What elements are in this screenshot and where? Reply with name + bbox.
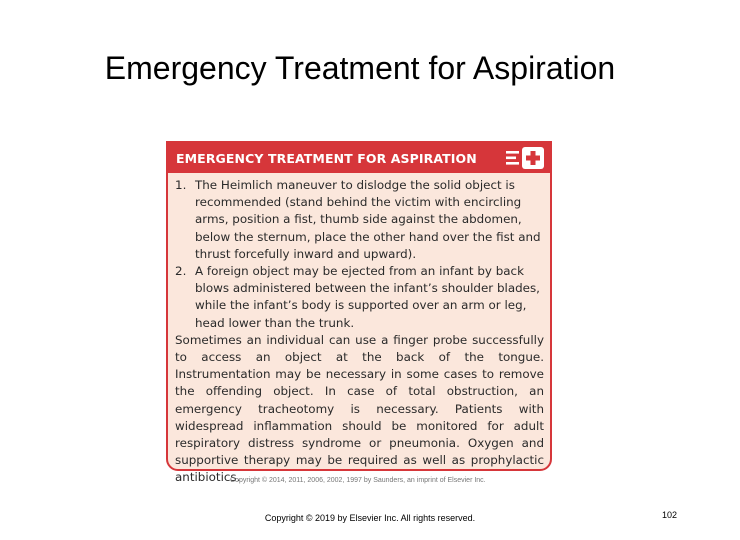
item-text: The Heimlich maneuver to dislodge the solid object is recommended (stand behind the victim with encircling arms, position a fist, thumb side against the abdomen, below the sternum, place the other hand over the fist and thrust forcefully inward and upward). — [195, 178, 541, 261]
list-item — [175, 177, 544, 263]
body-paragraph: Sometimes an individual can use a finger probe successfully to access an object at the back of the tongue. Instrumentation may be necessary in some cases to remove the offending object. In case of total obstruction, an emergency tracheotomy is necessary. Patients with widespread inflammation should be monitored for adult respiratory distress syndrome or pneumonia. Oxygen and supportive therapy may be required as well as prophylactic antibiotics. — [175, 332, 544, 485]
list-item — [175, 263, 544, 332]
box-header — [168, 143, 550, 173]
figure-copyright: Copyright © 2014, 2011, 2006, 2002, 1997 by Saunders, an imprint of Elsevier Inc. — [230, 477, 486, 484]
first-aid-icon — [506, 146, 546, 170]
box-body — [175, 177, 544, 487]
item-text: A foreign object may be ejected from an infant by back blows administered between the infant’s shoulder blades, while the infant’s body is supported over an arm or leg, head lower than the trunk. — [195, 264, 540, 330]
item-number: 2. — [175, 264, 187, 279]
box-title: EMERGENCY TREATMENT FOR ASPIRATION — [176, 151, 477, 166]
footer-copyright: Copyright © 2019 by Elsevier Inc. All rights reserved. — [264, 513, 476, 523]
page-number: 102 — [661, 510, 677, 520]
item-number: 1. — [175, 178, 187, 192]
slide-title: Emergency Treatment for Aspiration — [104, 50, 616, 86]
